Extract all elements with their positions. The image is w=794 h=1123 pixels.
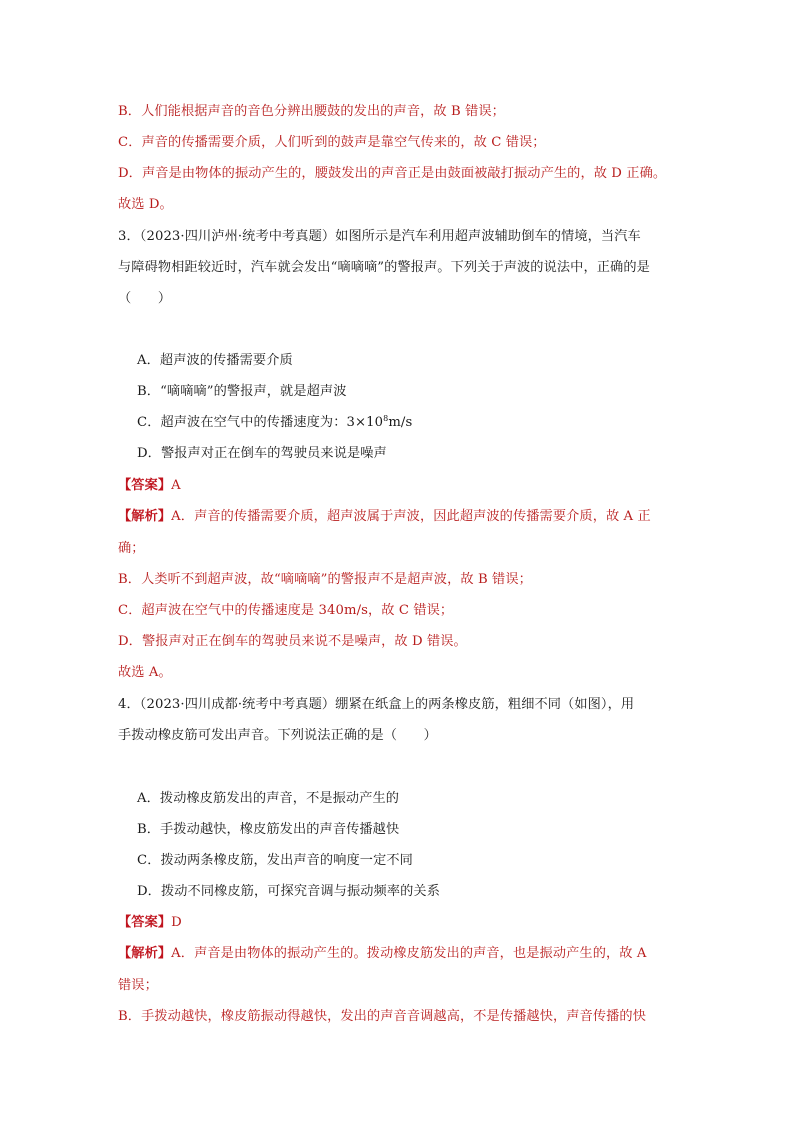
q3-answer bbox=[118, 477, 181, 495]
q4-answer-value: D bbox=[171, 915, 182, 930]
q3-stem-line1: 3．（2023·四川泸州·统考中考真题）如图所示是汽车利用超声波辅助倒车的情境，当汽车 bbox=[118, 229, 641, 244]
q4-stem-line2: 手拨动橡皮筋可发出声音。下列说法正确的是（ ） bbox=[118, 728, 437, 743]
q4-option-a: A．拨动橡皮筋发出的声音，不是振动产生的 bbox=[137, 791, 400, 806]
q3-option-b: B．“嘀嘀嘀”的警报声，就是超声波 bbox=[137, 384, 347, 399]
q3-analysis-b: B．人类听不到超声波，故“嘀嘀嘀”的警报声不是超声波，故 B 错误； bbox=[118, 572, 532, 587]
q4-option-c: C．拨动两条橡皮筋，发出声音的响度一定不同 bbox=[137, 853, 413, 868]
prev-conclusion: 故选 D。 bbox=[118, 197, 173, 212]
q3-answer-tag: 【答案】 bbox=[118, 478, 172, 493]
q4-analysis-b: B．手拨动越快，橡皮筋振动得越快，发出的声音音调越高，不是传播越快，声音传播的快 bbox=[118, 1009, 646, 1024]
q3-analysis-d: D．警报声对正在倒车的驾驶员来说不是噪声，故 D 错误。 bbox=[118, 634, 467, 649]
q4-option-d: D．拨动不同橡皮筋，可探究音调与振动频率的关系 bbox=[137, 884, 440, 899]
prev-analysis-c: C．声音的传播需要介质，人们听到的鼓声是靠空气传来的，故 C 错误； bbox=[118, 135, 546, 150]
q4-analysis-text: A．声音是由物体的振动产生的。拨动橡皮筋发出的声音，也是振动产生的，故 A bbox=[171, 946, 647, 961]
q3-analysis-text: A．声音的传播需要介质，超声波属于声波，因此超声波的传播需要介质，故 A 正 bbox=[171, 509, 651, 524]
prev-analysis-b: B．人们能根据声音的音色分辨出腰鼓的发出的声音，故 B 错误； bbox=[118, 104, 505, 119]
q3-stem-line2: 与障碍物相距较近时，汽车就会发出“嘀嘀嘀”的警报声。下列关于声波的说法中，正确的是 bbox=[118, 260, 650, 275]
q3-option-c-prefix: C．超声波在空气中的传播速度为：3×10 bbox=[137, 415, 384, 430]
q4-analysis-line1 bbox=[118, 945, 646, 963]
q4-stem-line1: 4．（2023·四川成都·统考中考真题）绷紧在纸盒上的两条橡皮筋，粗细不同（如图），用 bbox=[118, 697, 635, 712]
prev-analysis-d: D．声音是由物体的振动产生的，腰鼓发出的声音正是由鼓面被敲打振动产生的，故 D 正确。 bbox=[118, 166, 667, 181]
q3-analysis-c: C．超声波在空气中的传播速度是 340m/s，故 C 错误； bbox=[118, 603, 454, 618]
q4-option-b: B．手拨动越快，橡皮筋发出的声音传播越快 bbox=[137, 822, 400, 837]
q4-analysis-tag: 【解析】 bbox=[118, 946, 172, 961]
q3-answer-value: A bbox=[171, 478, 181, 493]
q3-conclusion: 故选 A。 bbox=[118, 665, 172, 680]
q3-option-c bbox=[137, 414, 412, 432]
q3-analysis-line2: 确； bbox=[118, 541, 145, 556]
q3-option-a: A．超声波的传播需要介质 bbox=[137, 353, 293, 368]
q4-answer-tag: 【答案】 bbox=[118, 915, 172, 930]
q3-stem-line3: （ ） bbox=[118, 291, 172, 306]
q4-analysis-line2: 错误； bbox=[118, 978, 158, 993]
q4-answer bbox=[118, 914, 182, 932]
q3-option-c-unit: m/s bbox=[388, 415, 413, 430]
q3-analysis-tag: 【解析】 bbox=[118, 509, 172, 524]
q3-analysis-line1 bbox=[118, 508, 651, 526]
q3-option-c-exponent: 8 bbox=[383, 414, 389, 423]
q3-option-d: D．警报声对正在倒车的驾驶员来说是噪声 bbox=[137, 446, 387, 461]
